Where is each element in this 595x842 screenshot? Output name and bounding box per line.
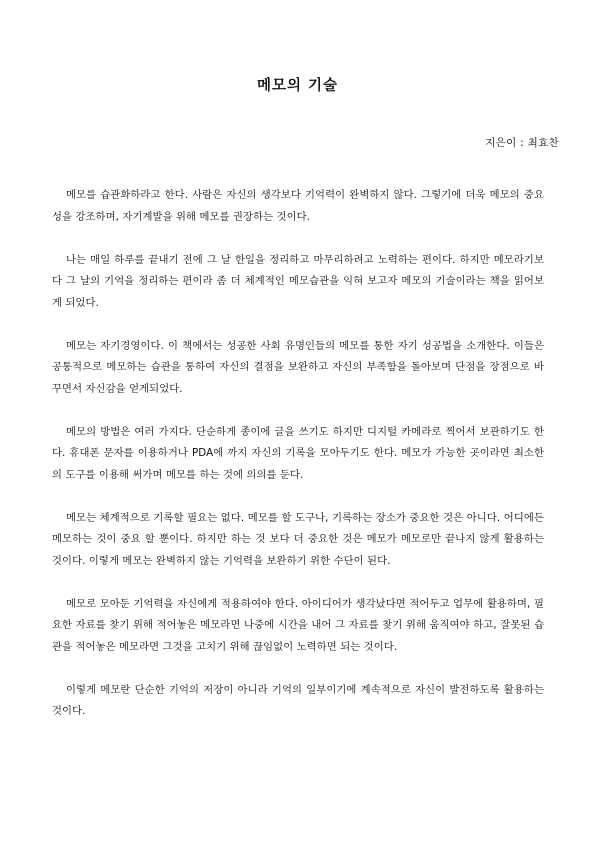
paragraph: 나는 매일 하루를 끝내기 전에 그 날 한일을 정리하고 마무리하려고 노력하는 편이다. 하지만 메모라기보다 그 날의 기억을 정리하는 편이라 좀 더 체계적인 메모습관을 익혀 보고자 메모의 기술이라는 책을 읽어보게 되었다. [52,253,544,309]
document-body [52,185,544,744]
document-author: 지은이 : 최효찬 [485,137,559,149]
paragraph: 메모는 체계적으로 기록할 필요는 없다. 메모를 할 도구나, 기록하는 장소가 중요한 것은 아니다. 어디에든 메모하는 것이 중요 할 뿐이다. 하지만 하는 것 보다 더 중요한 것은 메모가 메모로만 끝나지 않게 활용하는 것이다. 이렇게 메모는 완벽하지 않는 기억력을 보완하기 위한 수단이 된다. [52,511,544,567]
paragraph: 메모를 습관화하라고 한다. 사람은 자신의 생각보다 기억력이 완벽하지 않다. 그렇기에 더욱 메모의 중요성을 강조하며, 자기계발을 위해 메모를 권장하는 것이다. [52,189,544,223]
paragraph: 메모는 자기경영이다. 이 책에서는 성공한 사회 유명인들의 메모를 통한 자기 성공법을 소개한다. 이들은 공통적으로 메모하는 습관을 통하여 자신의 결점을 보완하고 자신의 부족함을 돌아보며 단점을 장점으로 바꾸면서 자신감을 얻게되었다. [52,339,544,395]
document-title: 메모의 기술 [256,78,339,94]
paragraph: 메모의 방법은 여러 가지다. 단순하게 종이에 글을 쓰기도 하지만 디지털 카메라로 찍어서 보관하기도 한다. 휴대폰 문자를 이용하거나 PDA에 까지 자신의 기록을 모아두기도 한다. 메모가 가능한 곳이라면 최소한의 도구를 이용해 써가며 메모를 하는 것에 의의를 둔다. [52,425,544,481]
paragraph: 메모로 모아둔 기억력을 자신에게 적용하여야 한다. 아이디어가 생각났다면 적어두고 업무에 활용하며, 필요한 자료를 찾기 위해 적어놓은 메모라면 나중에 시간을 내어 그 자료를 찾기 위해 움직여야 하고, 잘못된 습관을 적어놓은 메모라면 그것을 고치기 위해 끊임없이 노력하면 되는 것이다. [52,597,544,653]
paragraph: 이렇게 메모란 단순한 기억의 저장이 아니라 기억의 일부이기에 계속적으로 자신이 발전하도록 활용하는 것이다. [52,683,544,717]
